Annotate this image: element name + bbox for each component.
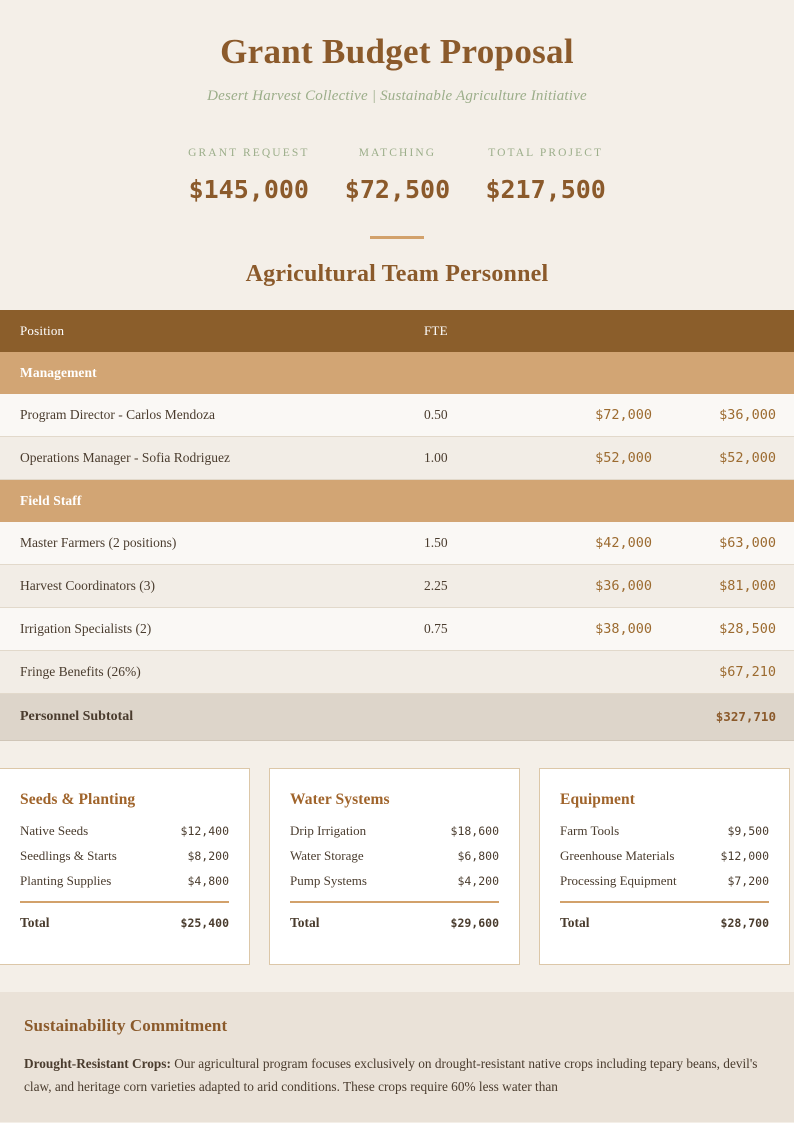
card-line-label: Water Storage — [290, 847, 364, 863]
table-row — [0, 564, 794, 607]
cell-position: Master Farmers (2 positions) — [0, 522, 424, 565]
page-title: Grant Budget Proposal — [220, 32, 574, 71]
card-line-value: $4,800 — [187, 873, 229, 888]
card-total-label: Total — [560, 914, 590, 930]
card-total-label: Total — [290, 914, 320, 930]
card-total-value: $25,400 — [180, 915, 229, 930]
cell-rate: $72,000 — [564, 394, 674, 437]
card-line-label: Farm Tools — [560, 822, 620, 838]
card-line-item — [20, 823, 229, 839]
cell-total: $81,000 — [674, 564, 794, 607]
cell-position: Program Director - Carlos Mendoza — [0, 394, 424, 437]
card-line-label: Greenhouse Materials — [560, 847, 675, 863]
cell-fte: 2.25 — [424, 564, 564, 607]
column-header-total — [674, 310, 794, 352]
card-line-item — [290, 823, 499, 839]
card-line-value: $6,800 — [457, 848, 499, 863]
category-label: Management — [0, 352, 794, 394]
page-subtitle: Desert Harvest Collective | Sustainable Agriculture Initiative — [207, 87, 587, 104]
stat-label: TOTAL PROJECT — [488, 146, 604, 159]
card-divider — [290, 901, 499, 903]
stat-matching — [323, 147, 471, 204]
card-line-item — [560, 848, 769, 864]
stat-label: MATCHING — [358, 146, 437, 159]
cell-position: Harvest Coordinators (3) — [0, 564, 424, 607]
card-line-value: $7,200 — [727, 873, 769, 888]
card-total-row — [560, 915, 769, 931]
subtotal-label: Personnel Subtotal — [0, 693, 424, 740]
cell-rate: $38,000 — [564, 607, 674, 650]
subtotal-rate — [564, 693, 674, 740]
budget-card — [539, 768, 790, 965]
column-header-position: Position — [20, 322, 65, 338]
document-header — [0, 0, 794, 288]
budget-card — [0, 768, 250, 965]
sustainability-commitment-section — [0, 992, 794, 1123]
stat-grant-request — [174, 147, 323, 204]
card-total-value: $28,700 — [720, 915, 769, 930]
card-line-item — [20, 873, 229, 889]
stat-total-project — [471, 147, 619, 204]
personnel-budget-table — [0, 310, 794, 741]
table-body — [0, 352, 794, 741]
card-line-value: $4,200 — [457, 873, 499, 888]
commitment-lead: Drought-Resistant Crops: — [24, 1055, 171, 1071]
card-divider — [560, 901, 769, 903]
card-line-label: Native Seeds — [20, 822, 89, 838]
budget-card — [269, 768, 520, 965]
stat-value: $145,000 — [188, 174, 309, 204]
cell-fte: 0.75 — [424, 607, 564, 650]
card-line-value: $8,200 — [187, 848, 229, 863]
category-label: Field Staff — [0, 479, 794, 522]
card-title: Seeds & Planting — [20, 790, 136, 808]
section-title-personnel: Agricultural Team Personnel — [245, 260, 549, 287]
subtotal-fte — [424, 693, 564, 740]
commitment-body: Our agricultural program focuses exclusively on drought-resistant native crops including tepary beans, devil's claw, and heritage corn varieties adapted to arid conditions. These crops require 60% less water than — [24, 1055, 758, 1094]
cell-position: Irrigation Specialists (2) — [0, 607, 424, 650]
card-total-value: $29,600 — [450, 915, 499, 930]
cell-total: $28,500 — [674, 607, 794, 650]
card-line-label: Seedlings & Starts — [20, 847, 117, 863]
cell-total: $52,000 — [674, 436, 794, 479]
column-header-rate — [564, 310, 674, 352]
budget-category-cards — [0, 741, 794, 965]
cell-fte — [424, 650, 564, 693]
table-subtotal-row — [0, 693, 794, 740]
subtotal-total: $327,710 — [674, 693, 794, 740]
cell-fte: 1.00 — [424, 436, 564, 479]
budget-summary-stats — [40, 147, 754, 204]
card-line-label: Pump Systems — [290, 872, 367, 888]
card-total-row — [290, 915, 499, 931]
table-row — [0, 607, 794, 650]
table-row — [0, 394, 794, 437]
table-header-row — [0, 310, 794, 352]
ornamental-divider — [370, 236, 424, 239]
card-line-label: Drip Irrigation — [290, 822, 367, 838]
card-line-label: Processing Equipment — [560, 872, 677, 888]
card-line-item — [560, 873, 769, 889]
card-line-value: $18,600 — [450, 823, 499, 838]
table-row — [0, 650, 794, 693]
cell-position: Fringe Benefits (26%) — [0, 650, 424, 693]
card-line-value: $12,000 — [720, 848, 769, 863]
cell-position: Operations Manager - Sofia Rodriguez — [0, 436, 424, 479]
stat-value: $72,500 — [344, 174, 451, 204]
card-divider — [20, 901, 229, 903]
cell-rate: $42,000 — [564, 522, 674, 565]
cell-total: $63,000 — [674, 522, 794, 565]
card-total-row — [20, 915, 229, 931]
card-title: Water Systems — [290, 790, 390, 808]
cell-rate: $52,000 — [564, 436, 674, 479]
table-row — [0, 436, 794, 479]
stat-label: GRANT REQUEST — [188, 146, 310, 159]
cell-fte: 0.50 — [424, 394, 564, 437]
cell-total: $36,000 — [674, 394, 794, 437]
column-header-fte: FTE — [424, 322, 448, 338]
commitment-text — [24, 1053, 772, 1099]
card-line-value: $9,500 — [727, 823, 769, 838]
card-title: Equipment — [560, 790, 635, 808]
card-total-label: Total — [20, 914, 50, 930]
cell-fte: 1.50 — [424, 522, 564, 565]
card-line-item — [20, 848, 229, 864]
card-line-item — [290, 848, 499, 864]
stat-value: $217,500 — [485, 174, 606, 204]
table-header — [0, 310, 794, 352]
table-category-row — [0, 352, 794, 394]
cell-total: $67,210 — [674, 650, 794, 693]
card-line-label: Planting Supplies — [20, 872, 112, 888]
cell-rate: $36,000 — [564, 564, 674, 607]
table-row — [0, 522, 794, 565]
commitment-title: Sustainability Commitment — [24, 1015, 228, 1035]
table-category-row — [0, 479, 794, 522]
card-line-item — [290, 873, 499, 889]
card-line-item — [560, 823, 769, 839]
cell-rate — [564, 650, 674, 693]
card-line-value: $12,400 — [180, 823, 229, 838]
